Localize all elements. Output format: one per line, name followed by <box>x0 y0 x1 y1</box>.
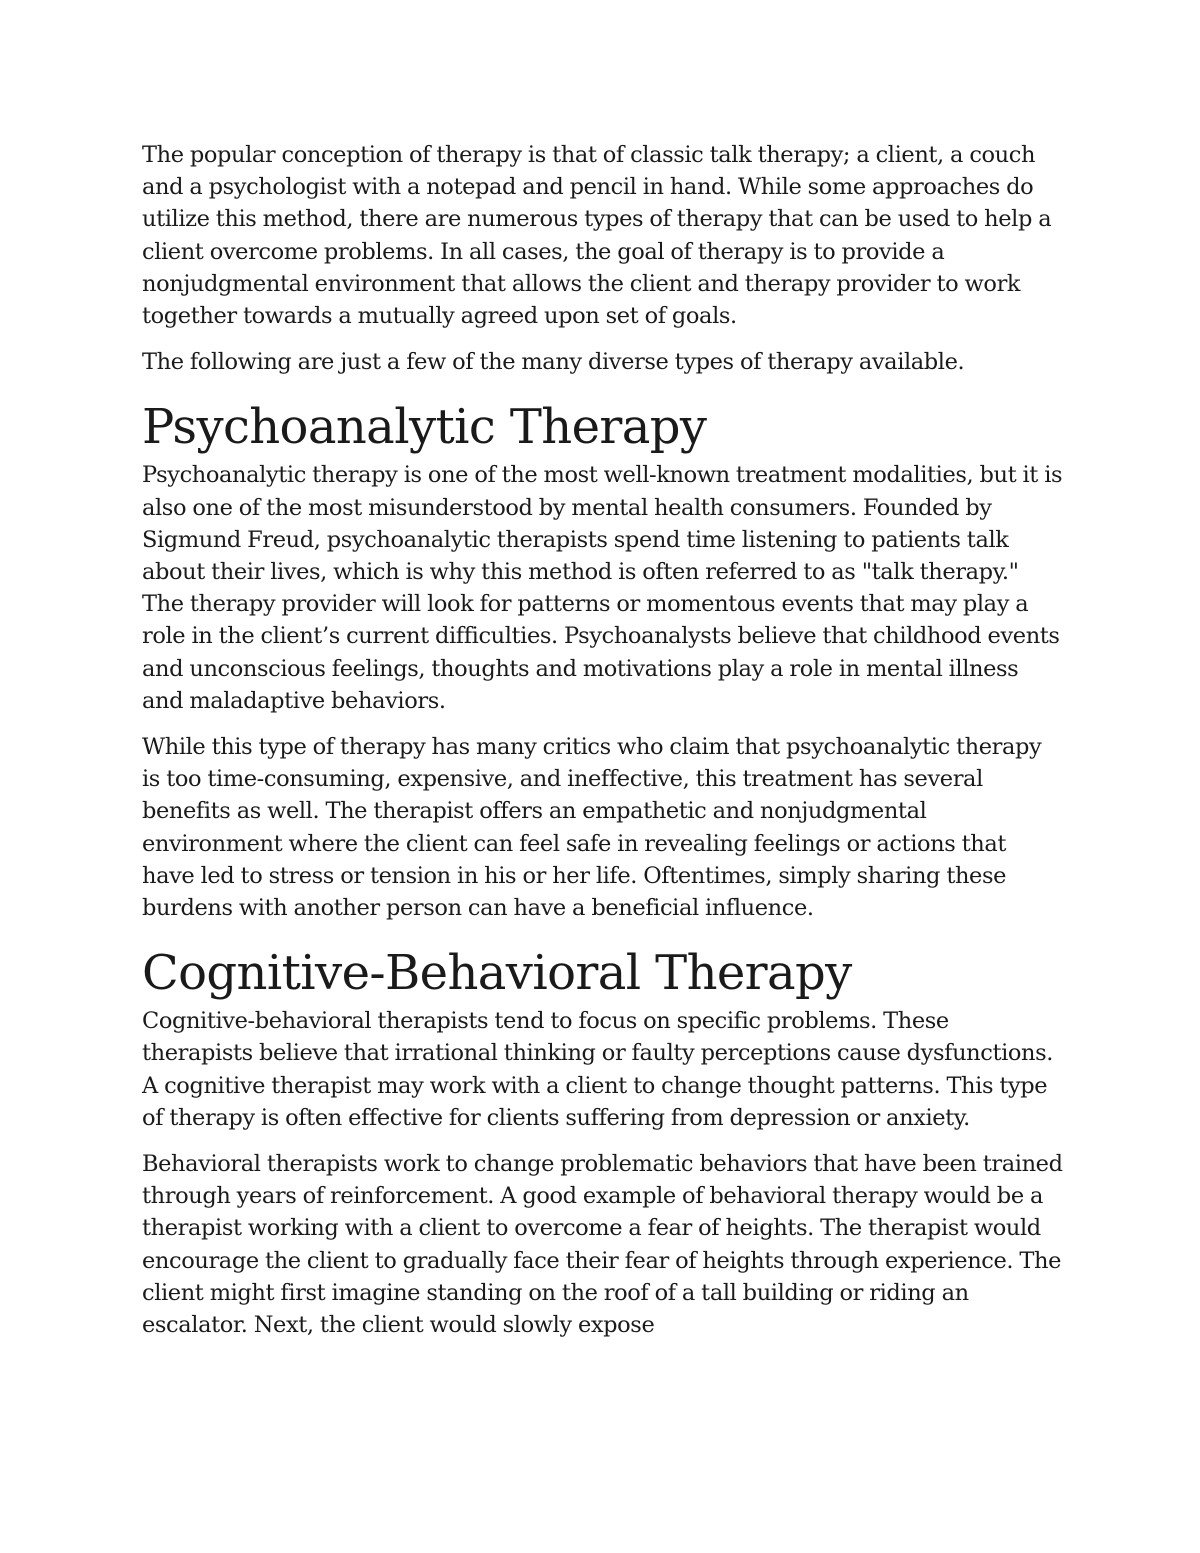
body-paragraph: Behavioral therapists work to change problematic behaviors that have been trained through years of reinforcement. A good example of behavioral therapy would be a therapist working with a client to overcome a fear of heights. The therapist would encourage the client to gradually face their fear of heights through experience. The client might first imagine standing on the roof of a tall building or riding an escalator. Next, the client would slowly expose <box>142 1151 1063 1339</box>
body-paragraph: Cognitive-behavioral therapists tend to focus on specific problems. These therapists believe that irrational thinking or faulty perceptions cause dysfunctions. A cognitive therapist may work with a client to change thought patterns. This type of therapy is often effective for clients suffering from depression or anxiety. <box>142 1008 1054 1131</box>
section-heading-cognitive-behavioral: Cognitive-Behavioral Therapy <box>142 945 852 1002</box>
document-page <box>142 139 1064 1355</box>
body-paragraph: While this type of therapy has many critics who claim that psychoanalytic therapy is too time-consuming, expensive, and ineffective, this treatment has several benefits as well. The therapist offers an empathetic and nonjudgmental environment where the client can feel safe in revealing feelings or actions that have led to stress or tension in his or her life. Oftentimes, simply sharing these burdens with another person can have a beneficial influence. <box>142 734 1042 922</box>
intro-paragraph: The following are just a few of the many diverse types of therapy available. <box>142 349 965 376</box>
body-paragraph: Psychoanalytic therapy is one of the most well-known treatment modalities, but it is also one of the most misunderstood by mental health consumers. Founded by Sigmund Freud, psychoanalytic therapists spend time listening to patients talk about their lives, which is why this method is often referred to as "talk therapy." The therapy provider will look for patterns or momentous events that may play a role in the client’s current difficulties. Psychoanalysts believe that childhood events and unconscious feelings, thoughts and motivations play a role in mental illness and maladaptive behaviors. <box>142 462 1063 714</box>
intro-paragraph: The popular conception of therapy is that of classic talk therapy; a client, a couch and a psychologist with a notepad and pencil in hand. While some approaches do utilize this method, there are numerous types of therapy that can be used to help a client overcome problems. In all cases, the goal of therapy is to provide a nonjudgmental environment that allows the client and therapy provider to work together towards a mutually agreed upon set of goals. <box>142 142 1052 330</box>
section-heading-psychoanalytic: Psychoanalytic Therapy <box>142 399 707 456</box>
